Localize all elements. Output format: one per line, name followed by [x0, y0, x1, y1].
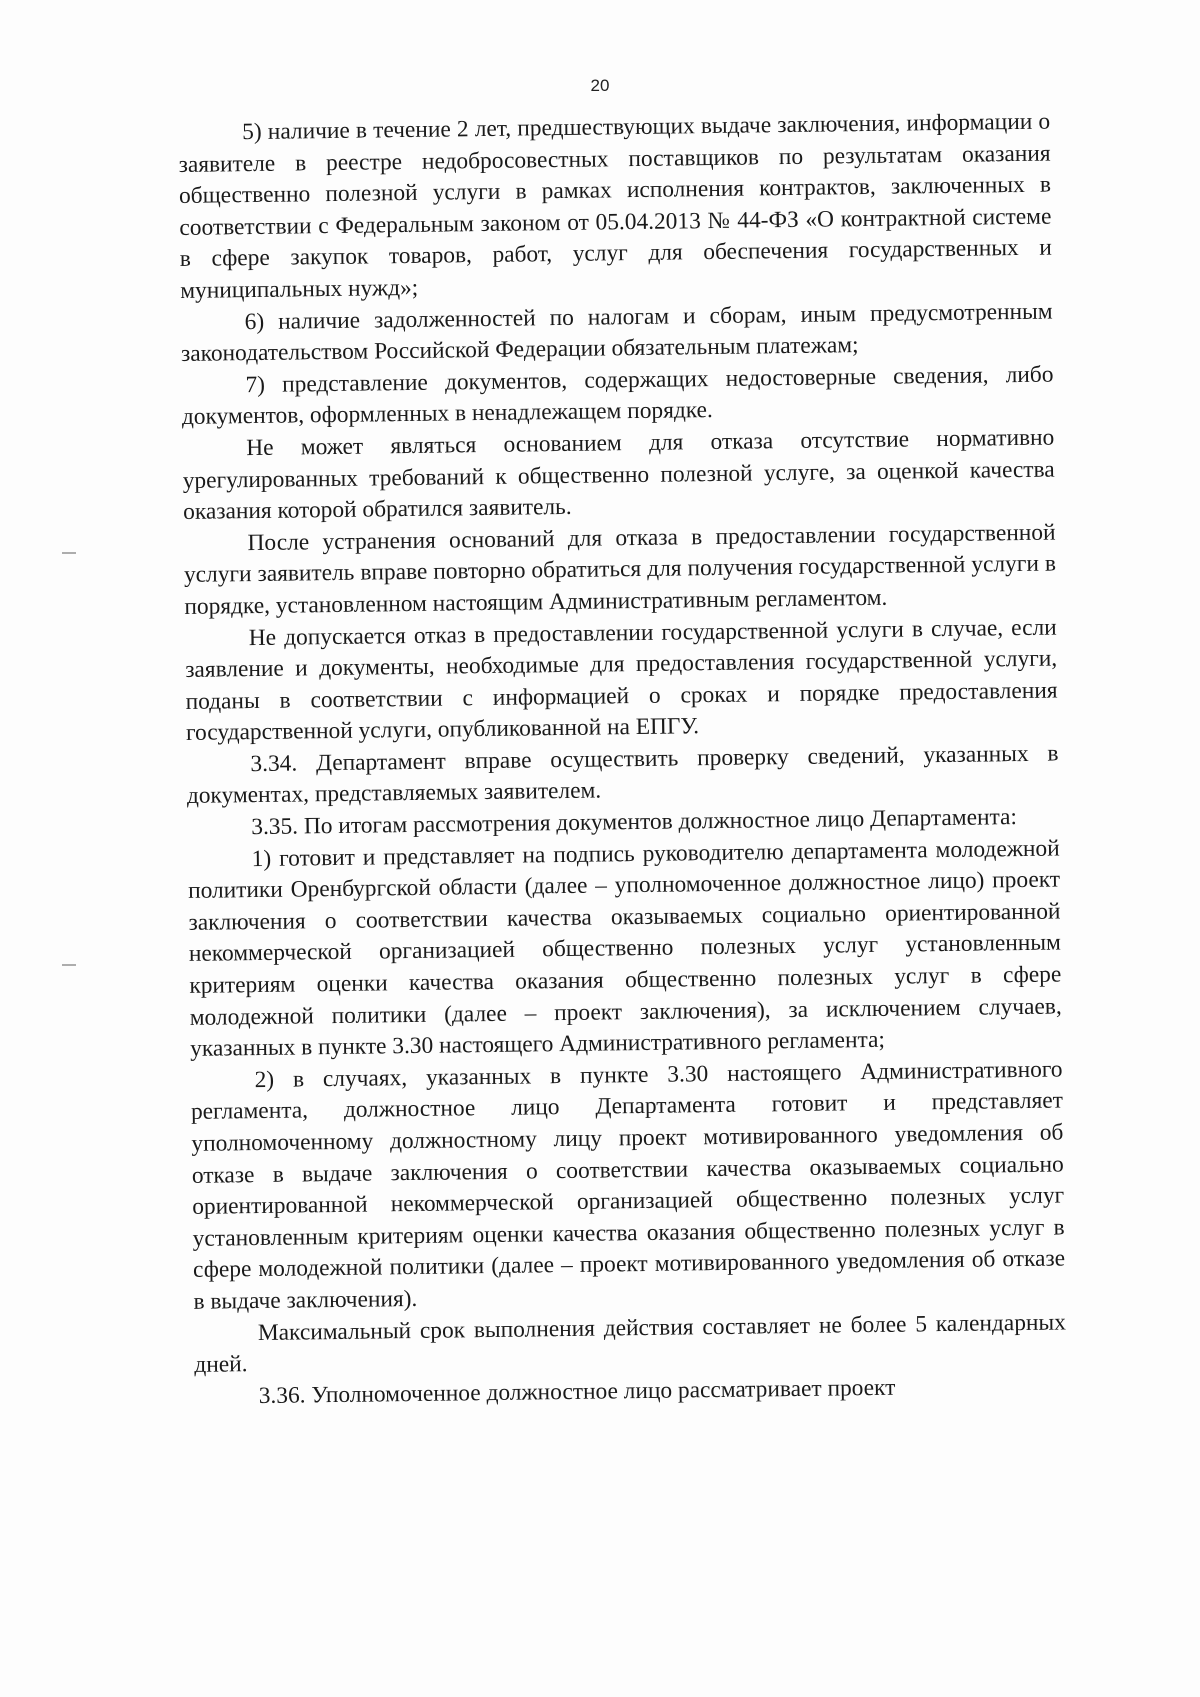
paragraph-3-35-item-2: 2) в случаях, указанных в пункте 3.30 настоящего Административного регламента, должностное лицо Департамента готовит и представляет уполномоченному должностному лицу проект мотивированного уведомления об отказе в выдаче заключения о соответствии качества оказываемых социально ориентированной некоммерческой организацией общественно полезных услуг установленным критериям оценки качества оказания общественно полезных услуг в сфере молодежной политики (далее – проект мотивированного уведомления об отказе в выдаче заключения). — [190, 1056, 1066, 1315]
paragraph-item-7-false-documents: 7) представление документов, содержащих недостоверные сведения, либо документов, оформленных в ненадлежащем порядке. — [181, 361, 1054, 431]
page-number: 20 — [590, 76, 610, 95]
document-body — [178, 107, 1067, 1414]
paragraph-refusal-not-allowed: Не допускается отказ в предоставлении государственной услуги в случае, если заявление и документы, необходимые для предоставления государственной услуги, поданы в соответствии с информацией о сроках и порядке предоставления государственной услуги, опубликованной на ЕПГУ. — [185, 614, 1058, 747]
paragraph-item-6-debts: 6) наличие задолженностей по налогам и сборам, иным предусмотренным законодательством Российской Федерации обязательным платежам; — [180, 298, 1053, 368]
paragraph-3-35-item-1: 1) готовит и представляет на подпись руководителю департамента молодежной политики Оренбургской области (далее – уполномоченное должностное лицо) проект заключения о соответствии качества оказываемых социально ориентированной некоммерческой организацией общественно полезных услуг установленным критериям оценки качества оказания общественно полезных услуг в сфере молодежной политики (далее – проект заключения), за исключением случаев, указанных в пункте 3.30 настоящего Административного регламента; — [187, 835, 1062, 1063]
margin-mark — [62, 552, 76, 554]
paragraph-3-34: 3.34. Департамент вправе осуществить проверку сведений, указанных в документах, представляемых заявителем. — [186, 740, 1059, 810]
margin-mark — [62, 964, 76, 966]
paragraph-reapplication: После устранения оснований для отказа в предоставлении государственной услуги заявитель вправе повторно обратиться для получения государственной услуги в порядке, установленном настоящим Административным регламентом. — [183, 519, 1057, 620]
paragraph-no-refusal-basis: Не может являться основанием для отказа отсутствие нормативно урегулированных требований к общественно полезной услуге, за оценкой качества оказания которой обратился заявитель. — [182, 424, 1055, 526]
paragraph-item-5-registry: 5) наличие в течение 2 лет, предшествующих выдаче заключения, информации о заявителе в реестре недобросовестных поставщиков по результатам оказания общественно полезной услуги в рамках исполнения контрактов, заключенных в соответствии с Федеральным законом от 05.04.2013 № 44-ФЗ «О контрактной системе в сфере закупок товаров, работ, услуг для обеспечения государственных и муниципальных нужд»; — [178, 108, 1052, 304]
paragraph-3-35: 3.35. По итогам рассмотрения документов должностное лицо Департамента: — [251, 804, 1018, 841]
paragraph-3-36: 3.36. Уполномоченное должностное лицо рассматривает проект — [258, 1374, 896, 1409]
paragraph-max-term: Максимальный срок выполнения действия составляет не более 5 календарных дней. — [194, 1309, 1067, 1379]
